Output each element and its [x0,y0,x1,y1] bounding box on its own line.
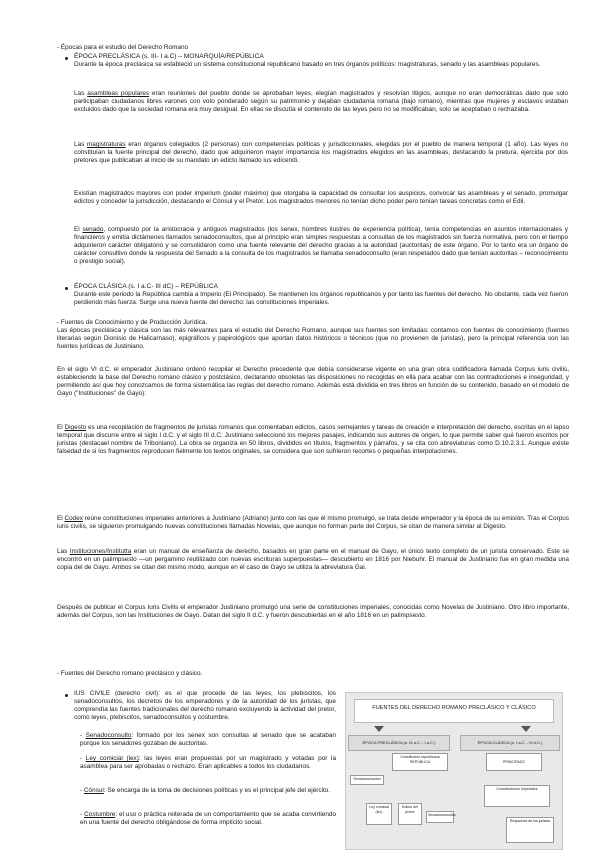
right-col1-box: Constituciones Imperiales [484,785,550,807]
asambleas-paragraph: Las asambleas populares eran reuniones del pueblo donde se aprobaban leyes, elegían magistrados y resolvían litigios, aunque no eran democráticas dado que solo participaban ciudadanos libres varones con voto ponderado según su patrimonio y dejaban ciudadanía romana (bajo romano), mientras que mujeres y esclavos estaban excluidos dado que la sociedad romana era muy desigual. En ellas se discutía el contenido de las leyes pero no se modificaban, solo se aceptaban o rechazaba. [74,90,568,113]
justiniano-paragraph: En el siglo VI d.C. el emperador Justiniano ordenó recopilar el Derecho precedente que debía considerarse vigente en una gran obra codificadora llamada Corpus iuris civilis, estableciendo la base del Derecho romano clásico y postclásico, declarando obsoletas las disposiciones no recogidas en ella para acabar con las contradicciones e inseguridad, y permitiendo así que hoy conozcamos de forma sistemática las reglas del derecho romano. Además está dividida en tres libros en función de su contenido, basado en el modelo de Gayo ("Instituciones" de Gayo): [57,366,569,397]
preclasica-title: ÉPOCA PRECLÁSICA (s. III- I a.C) – MONARQUÍA/REPÚBLICA [74,53,264,60]
magistraturas-term: magistraturas [86,141,126,148]
left-col1-box: Senadoconsultos [350,775,384,785]
senadoconsulto-item: - Senadoconsulto: formado por los senex son consultas al senado que se acataban porque los senadores gozaban de auctoritas. [80,732,336,747]
novelas-paragraph: Después de publicar el Corpus Iuris Civilis el emperador Justiniano promulgó una serie de constituciones imperiales, conocidas como Novelas de Justiniano. Otro libro importante, además del Corpus, son las Instituciones de Gayo. Datan del siglo II d.C. y fueron descubiertas en el año 1816 en un palimpsesto. [57,604,569,619]
consul-term: Cónsul [83,787,104,794]
fuentes-paragraph: Las épocas preclásica y clásica son las más relevantes para el estudio del Derecho Romano, aunque sus fuentes son limitadas: contamos con fuentes de conocimiento (fuentes literarias según Dionisio de Halicarnaso), epigráficos y papirológicos que aportan datos históricos o técnicos (que no provienen de juristas), pero la principal referencia son las fuentes jurídicas de Justiniano. [57,327,569,350]
preclasica-paragraph: Durante la época preclásica se estableció un sistema constitucional republicano basado en tres órganos políticos: magistraturas, senado y las asambleas populares. [74,61,541,68]
digesto-term: Digesto [64,424,87,431]
senado-term: senado [82,226,104,233]
asambleas-term: asambleas populares [87,90,150,97]
diagram-title: FUENTES DEL DERECHO ROMANO PRECLÁSICO Y CLÁSICO [354,699,554,723]
fuentes-diagram [345,692,563,850]
ley-comicial-item: - Ley comicial (lex): las leyes eran propuestas por un magistrado y votadas por la asamblea para ser aprobadas o rechazo. Eran aplicables a todos los ciudadanos. [80,755,336,770]
preclasica-band: ÉPOCA PRECLÁSICA (s. III a.C. - I a.C.) [348,735,450,751]
clasica-paragraph: Durante este periodo la República cambia a Imperio (El Principado). Se mantienen los órganos republicanos y por tanto las fuentes del derecho. No obstante, cada vez fueron perdiendo más fuerza. Surge una nueva fuente del derecho: las constituciones imperiales. [74,291,568,306]
digesto-paragraph: El Digesto es una recopilación de fragmentos de juristas romanos que comentaban edictos, casos semejantes y tareas de creación e interpretación del derecho, escritas en el lapso temporal que discurre entre el siglo I d.C. y el siglo III d.C. Justiniano seleccionó los mejores pasajes, indicando sus autores de origen, lo que permite saber qué fueron escritos por juristas (destacael nombre de Triboniano). La obra se organiza en 50 libros, divididos en títulos, fragmentos y párrafos, y se cita con abreviaturas como D.10.2.3.1. Aunque existe falsedad de si los fragmentos reproducen fielmente los textos originales, se considera que son sufrieron recortes o pequeñas interpolaciones. [57,424,569,455]
bullet-icon [65,57,68,60]
fuentes-heading: - Fuentes de Conocimiento y de Producción Jurídica. [57,319,208,326]
epocas-heading: - Épocas para el estudio del Derecho Romano [57,44,189,51]
codex-term: Codex [64,515,83,522]
right-col2-box: Respuesta de los juristas [506,817,554,843]
ius-civile-paragraph: IUS CIVILE (derecho civil): es el que procede de las leyes, los plebiscitos, los senadoconsultos, los decretos de los emperadores y de la autoridad de los juristas, que comprendía las fuentes tradicionales del derecho romano excluyendo la actividad del pretor, como leyes, plebiscitos, senadoconsultos y costumbre. [74,690,336,721]
consul-item: - Cónsul: Se encarga de la toma de decisiones políticas y es el principal jefe del ejército. [80,787,331,794]
arrow-down-icon [521,726,531,732]
senadoconsulto-term: Senadoconsulto [85,732,132,739]
imperium-paragraph: Existían magistrados mayores con poder imperium (poder máximo) que otorgaba la capacidad de consultar los auspicios, convocar las asambleas y el senado, promulgar edictos y conceder la jurisdicción, destacando el Cónsul y el Pretor. Los magistrados menores no tenían dicho poder pero tenían tareas concretas como el Edil. [74,190,568,205]
costumbre-term: Costumbre [84,811,116,818]
instituciones-term: Instituciones/Institutta [69,548,132,555]
bullet-icon [65,694,68,697]
left-col2-box: Ley comicial (lex) [366,803,392,825]
senado-paragraph: El senado, compuesto por la aristocracia y antiguos magistrados (los senex, hombres ilustres de experiencia política), tenía competencias en asuntos internacionales y financieros y emitía dictámenes llamados senadoconsultos, que al principio eran simples respuestas a consultas de los magistrados sin fuerza normativa, pero con el tiempo adquirieron carácter obligatorio y se consolidaron como una fuente relevante del derecho gracias a la autoridad (auctoritas) de este órgano. Por lo tanto era un órgano de carácter consultivo donde la respuesta del Senado a la consulta de los magistrados se llamaba senadoconsulto (eran respetados dado que tenían auctoritas – reconocimiento o prestigio social). [74,226,568,265]
arrow-down-icon [374,726,384,732]
clasica-title: ÉPOCA CLÁSICA (s. I a.C- III dC) – REPÚBLICA [74,283,219,290]
right-head-box: PRINCIPADO [486,753,542,771]
left-col4-box: Senadoconsultos [426,811,454,823]
left-col3-box: Edicto del pretor [398,803,422,825]
ley-term: Ley comicial (lex) [85,755,139,762]
codex-paragraph: El Codex reúne constituciones imperiales anteriores a Justiniano (Adriano) junto con las que él mismo promulgó, se trata desde emperador y la época de su emisión. Tras el Corpus iuris civilis, se siguieron promulgando nuevas constituciones llamadas Novelas, que aunque no forman parte del Corpus, se citan de manera similar al Digesto. [57,515,569,530]
left-head-box: Constitución republicana REPÚBLICA [392,753,448,771]
fuentes2-heading: - Fuentes del Derecho romano preclásico y clásico. [57,670,203,677]
clasica-band: ÉPOCA CLÁSICA (s. I a.C. - III d.C.) [460,735,560,751]
bullet-icon [65,287,68,290]
magistraturas-paragraph: Las magistraturas eran órganos colegiados (2 personas) con competencias políticas y jurisdiccionales, elegidas por el pueblo de manera temporal (1 año). Las leyes no constituían la fuente principal del derecho, dado que adquirieron mayor importancia los magistrados elegidos en las asambleas, destacando la pretura, ejercida por dos pretores que publicaban al inicio de su mandato un edicto llamado ius edicendi. [74,141,568,164]
instituciones-paragraph: Las Instituciones/Institutta eran un manual de enseñanza de derecho, basados en gran parte en el manual de Gayo, el único texto completo de un jurista conservado. Este se encontró en un palimpsesto —un pergamino reutilizado con nuevas escrituras superpuestas— descubierto en 1816 por Niebuhr. El manual de Justiniano fue en gran medida una copia del de Gayo. Ambos se citan del mismo modo, aunque en el caso de Gayo se utiliza la abreviatura Gai. [57,548,569,571]
costumbre-item: - Costumbre: el uso o práctica reiterada de un comportamiento que se acaba convirtiendo en una fuente del derecho obligándose de forma implícito social. [80,811,336,826]
